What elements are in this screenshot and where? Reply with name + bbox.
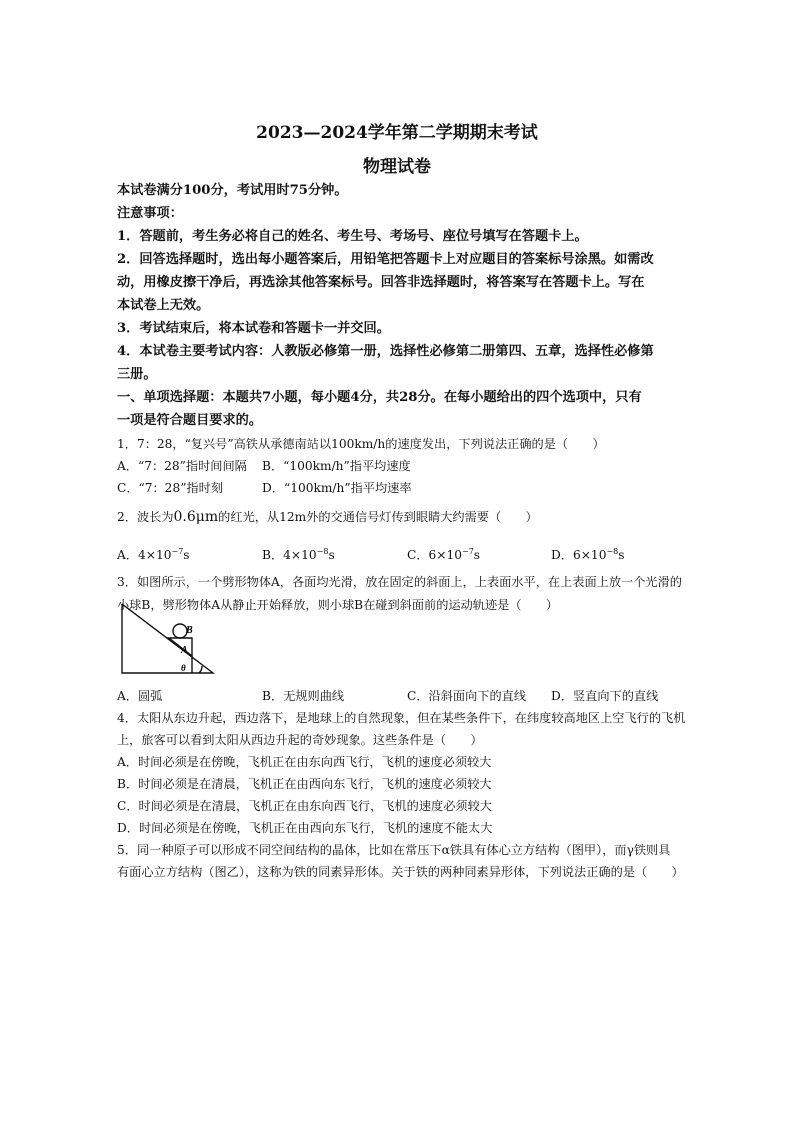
section-1-line-2: 一项是符合题目要求的。	[117, 413, 263, 428]
q2-a-unit: s	[183, 548, 190, 562]
q2-a-label: A．	[117, 548, 138, 562]
q2-option-d	[551, 549, 625, 561]
fixed-incline	[122, 604, 213, 673]
q4-stem-line-1: 4．太阳从东边升起，西边落下，是地球上的自然现象，但在某些条件下，在纬度较高地区上空飞行的飞机	[117, 711, 686, 725]
q2-d-mantissa: 6×10	[572, 548, 607, 562]
q2-a-exponent: −7	[171, 547, 184, 556]
q2-a-mantissa: 4×10	[138, 548, 172, 562]
q2-b-unit: s	[328, 548, 335, 562]
q1-stem: 1．7：28，“复兴号”高铁从承德南站以100km/h的速度发出，下列说法正确的是（ ）	[117, 437, 605, 451]
notes-heading: 注意事项：	[117, 206, 183, 221]
q2-wavelength: 0.6μm	[173, 509, 219, 525]
note-3: 3．考试结束后，将本试卷和答题卡一并交回。	[117, 321, 390, 336]
q3-stem-line-2: 小球B，劈形物体A从静止开始释放，则小球B在碰到斜面前的运动轨迹是（ ）	[117, 598, 559, 612]
q2-option-a	[117, 549, 190, 561]
q3-option-a: A．圆弧	[117, 689, 163, 703]
note-2-line-2: 动，用橡皮擦干净后，再选涂其他答案标号。回答非选择题时，将答案写在答题卡上。写在	[117, 275, 645, 290]
q2-option-b	[262, 549, 335, 561]
q2-b-mantissa: 4×10	[283, 548, 317, 562]
q2-c-mantissa: 6×10	[428, 548, 462, 562]
q4-stem-line-2: 上，旅客可以看到太阳从西边升起的奇妙现象。这些条件是（ ）	[117, 733, 483, 747]
q2-stem-post: 的红光，从12m外的交通信号灯传到眼睛大约需要（ ）	[218, 510, 538, 524]
q3-option-b: B．无规则曲线	[262, 689, 345, 703]
q2-d-exponent: −8	[606, 547, 619, 556]
q2-b-label: B．	[262, 548, 284, 562]
q2-c-unit: s	[473, 548, 481, 562]
note-4-line-2: 三册。	[117, 367, 157, 382]
note-1: 1．答题前，考生务必将自己的姓名、考生号、考场号、座位号填写在答题卡上。	[117, 229, 588, 244]
label-theta: θ	[181, 663, 186, 673]
ball-b	[173, 624, 187, 638]
note-2-line-3: 本试卷上无效。	[117, 298, 210, 313]
q1-option-b: B．“100km/h”指平均速度	[262, 459, 411, 473]
section-1-line-1: 一、单项选择题：本题共7小题，每小题4分，共28分。在每小题给出的四个选项中，只有	[117, 390, 642, 405]
note-2-line-1: 2．回答选择题时，选出每小题答案后，用铅笔把答题卡上对应题目的答案标号涂黑。如需改	[117, 252, 654, 267]
q4-option-d: D．时间必须是在傍晚，飞机正在由西向东飞行，飞机的速度不能太大	[117, 821, 493, 835]
label-a: A	[181, 645, 188, 656]
q5-stem-line-2: 有面心立方结构（图乙），这称为铁的同素异形体。关于铁的两种同素异形体，下列说法正确的是（ ）	[117, 865, 684, 879]
exam-subtitle: 物理试卷	[363, 157, 431, 177]
q2-c-label: C．	[407, 548, 429, 562]
q2-stem-pre: 2．波长为	[117, 510, 174, 524]
q3-option-d: D．竖直向下的直线	[551, 689, 659, 703]
theta-arc	[199, 666, 202, 673]
q4-option-a: A．时间必须是在傍晚，飞机正在由东向西飞行，飞机的速度必须较大	[117, 755, 492, 769]
q3-incline-diagram	[117, 600, 217, 680]
q2-stem	[117, 510, 687, 524]
q4-option-c: C．时间必须是在清晨，飞机正在由东向西飞行，飞机的速度必须较大	[117, 799, 492, 813]
note-4-line-1: 4．本试卷主要考试内容：人教版必修第一册，选择性必修第二册第四、五章，选择性必修第	[117, 344, 654, 359]
exam-meta: 本试卷满分100分，考试用时75分钟。	[117, 183, 348, 198]
exam-title: 2023—2024学年第二学期期末考试	[256, 123, 538, 143]
label-b: B	[186, 625, 193, 636]
q2-d-unit: s	[618, 548, 625, 562]
q3-stem-line-1: 3．如图所示，一个劈形物体A，各面均光滑，放在固定的斜面上，上表面水平，在上表面上放一个光滑的	[117, 575, 682, 589]
q1-option-d: D．“100km/h”指平均速率	[262, 481, 412, 495]
q2-c-exponent: −7	[462, 547, 474, 556]
q2-d-label: D．	[551, 548, 573, 562]
q5-stem-line-1: 5．同一种原子可以形成不同空间结构的晶体，比如在常压下α铁具有体心立方结构（图甲），而γ铁则具	[117, 843, 671, 857]
q2-option-c	[407, 549, 480, 561]
q3-option-c: C．沿斜面向下的直线	[407, 689, 527, 703]
q1-option-c: C．“7：28”指时刻	[117, 481, 223, 495]
q1-option-a: A．“7：28”指时间间隔	[117, 459, 247, 473]
q2-b-exponent: −8	[316, 547, 329, 556]
q4-option-b: B．时间必须是在清晨，飞机正在由西向东飞行，飞机的速度必须较大	[117, 777, 492, 791]
